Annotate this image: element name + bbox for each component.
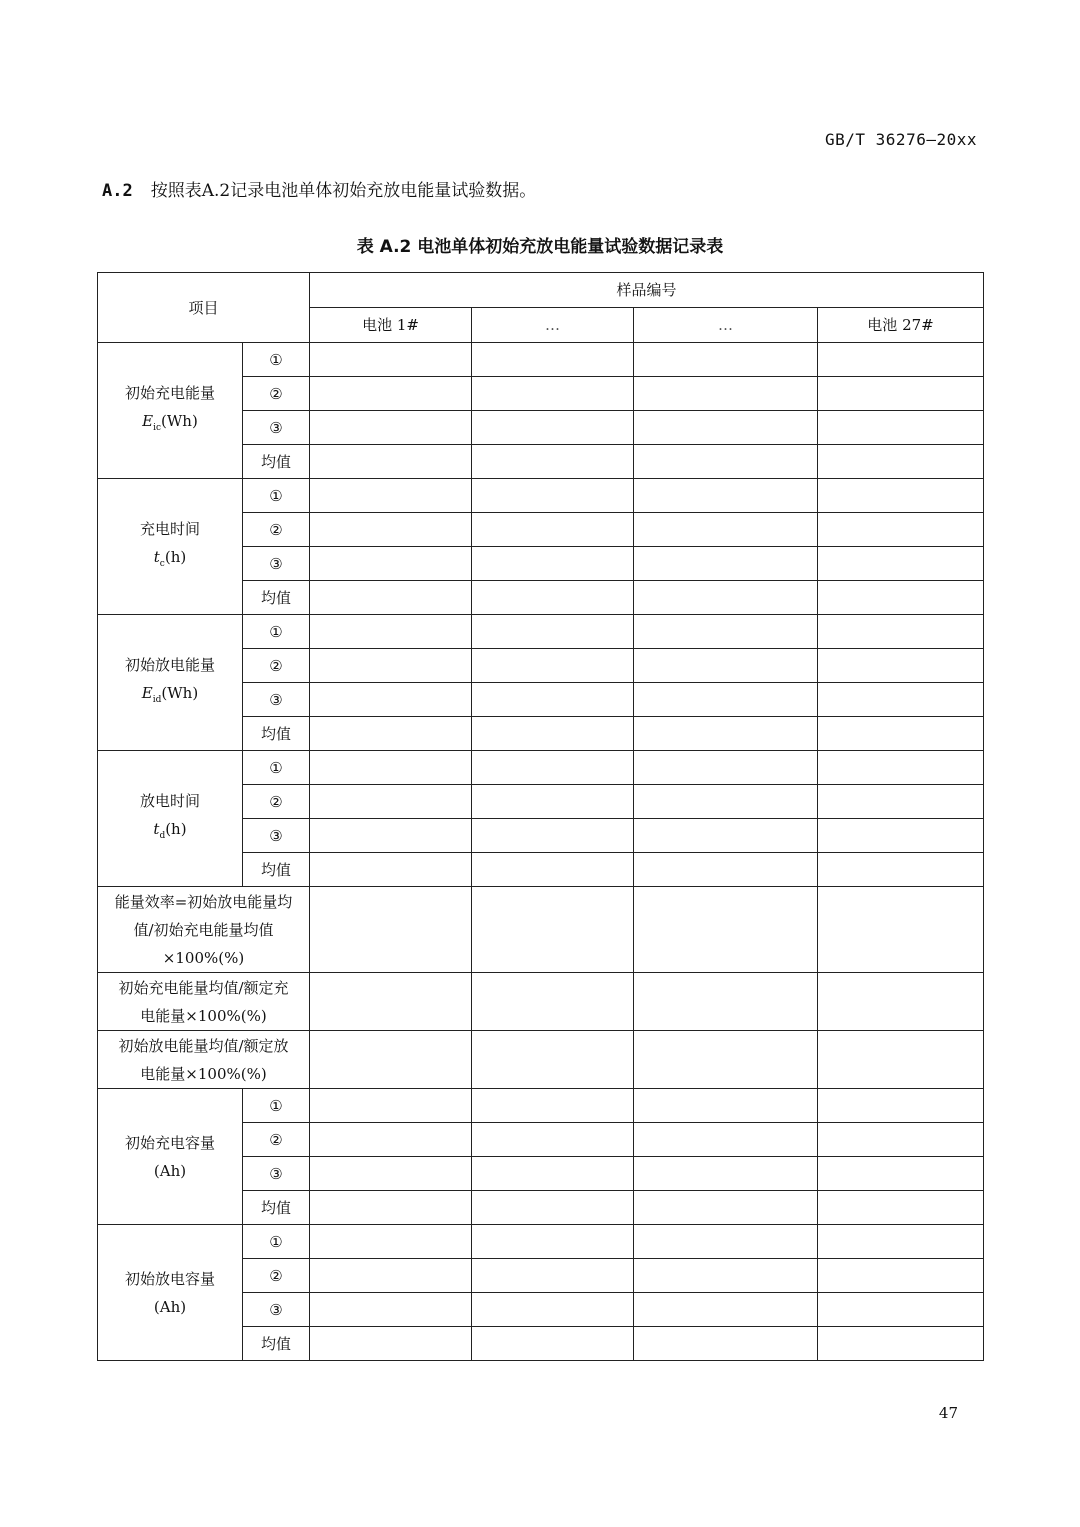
item-header: 项目 xyxy=(98,273,310,343)
trial-label: ③ xyxy=(243,547,310,581)
data-cell[interactable] xyxy=(310,615,472,649)
data-cell[interactable] xyxy=(818,717,984,751)
data-cell[interactable] xyxy=(634,1293,818,1327)
data-cell[interactable] xyxy=(472,377,634,411)
data-cell[interactable] xyxy=(634,479,818,513)
data-cell[interactable] xyxy=(472,751,634,785)
trial-label: ② xyxy=(243,1123,310,1157)
data-cell[interactable] xyxy=(634,615,818,649)
data-cell[interactable] xyxy=(634,683,818,717)
group-title: 初始放电容量 xyxy=(124,1269,215,1288)
group-unit: (Ah) xyxy=(153,1161,187,1180)
data-cell[interactable] xyxy=(634,649,818,683)
data-cell[interactable] xyxy=(472,1293,634,1327)
data-cell[interactable] xyxy=(818,1157,984,1191)
efficiency-label: 能量效率=初始放电能量均 值/初始充电能量均值 ×100%(%) xyxy=(98,887,310,973)
data-cell[interactable] xyxy=(818,819,984,853)
data-cell[interactable] xyxy=(310,785,472,819)
data-cell[interactable] xyxy=(634,1157,818,1191)
data-cell[interactable] xyxy=(310,513,472,547)
data-cell[interactable] xyxy=(472,547,634,581)
data-cell[interactable] xyxy=(310,1031,472,1089)
data-cell[interactable] xyxy=(818,683,984,717)
trial-label: ③ xyxy=(243,411,310,445)
data-cell[interactable] xyxy=(634,717,818,751)
data-cell[interactable] xyxy=(634,1327,818,1361)
trial-label: ② xyxy=(243,377,310,411)
page-number: 47 xyxy=(938,1404,958,1422)
data-cell[interactable] xyxy=(472,1123,634,1157)
standard-code: GB/T 36276—20xx xyxy=(825,130,977,149)
data-cell[interactable] xyxy=(634,819,818,853)
column-header: … xyxy=(472,308,634,343)
group-unit: $E_{ic}(Wh)$ xyxy=(142,412,198,433)
data-cell[interactable] xyxy=(472,683,634,717)
data-cell[interactable] xyxy=(818,343,984,377)
data-cell[interactable] xyxy=(310,1157,472,1191)
trial-label: ① xyxy=(243,615,310,649)
data-cell[interactable] xyxy=(472,1327,634,1361)
group-title: 放电时间 xyxy=(139,792,200,810)
data-cell[interactable] xyxy=(310,717,472,751)
group-label xyxy=(98,1089,243,1225)
group-title: 初始充电能量 xyxy=(124,384,215,402)
data-cell[interactable] xyxy=(310,479,472,513)
data-cell[interactable] xyxy=(472,1089,634,1123)
data-cell[interactable] xyxy=(818,513,984,547)
group-unit: (Ah) xyxy=(153,1297,187,1316)
data-cell[interactable] xyxy=(818,1327,984,1361)
data-cell[interactable] xyxy=(634,581,818,615)
trial-label: ③ xyxy=(243,1157,310,1191)
data-cell[interactable] xyxy=(310,1259,472,1293)
group-label xyxy=(98,479,243,615)
data-cell[interactable] xyxy=(472,1191,634,1225)
trial-label: ② xyxy=(243,649,310,683)
data-cell[interactable] xyxy=(634,751,818,785)
data-cell[interactable] xyxy=(634,377,818,411)
discharge-ratio-label: 初始放电能量均值/额定放 电能量×100%(%) xyxy=(98,1031,310,1089)
data-cell[interactable] xyxy=(472,887,634,973)
group-title: 充电时间 xyxy=(139,520,200,538)
data-cell[interactable] xyxy=(634,785,818,819)
data-cell[interactable] xyxy=(472,717,634,751)
data-cell[interactable] xyxy=(310,1293,472,1327)
data-cell[interactable] xyxy=(634,1031,818,1089)
data-cell[interactable] xyxy=(310,973,472,1031)
data-cell[interactable] xyxy=(818,751,984,785)
trial-label: ① xyxy=(243,751,310,785)
data-cell[interactable] xyxy=(310,887,472,973)
trial-label: 均值 xyxy=(243,1191,310,1225)
data-cell[interactable] xyxy=(634,445,818,479)
data-cell[interactable] xyxy=(472,973,634,1031)
data-cell[interactable] xyxy=(818,649,984,683)
group-title: 初始充电容量 xyxy=(124,1133,215,1152)
group-label xyxy=(98,615,243,751)
data-cell[interactable] xyxy=(634,513,818,547)
data-cell[interactable] xyxy=(818,1123,984,1157)
data-cell[interactable] xyxy=(634,1123,818,1157)
data-cell[interactable] xyxy=(310,343,472,377)
data-cell[interactable] xyxy=(310,751,472,785)
column-header: … xyxy=(634,308,818,343)
trial-label: ② xyxy=(243,1259,310,1293)
data-cell[interactable] xyxy=(818,1089,984,1123)
trial-label: 均值 xyxy=(243,1327,310,1361)
column-header: 电池 27# xyxy=(818,308,984,343)
data-cell[interactable] xyxy=(818,1293,984,1327)
group-unit: $E_{id}(Wh)$ xyxy=(141,684,199,705)
data-cell[interactable] xyxy=(472,819,634,853)
trial-label: ① xyxy=(243,1225,310,1259)
data-cell[interactable] xyxy=(310,1191,472,1225)
data-cell[interactable] xyxy=(472,479,634,513)
data-cell[interactable] xyxy=(472,445,634,479)
data-cell[interactable] xyxy=(818,411,984,445)
data-cell[interactable] xyxy=(472,1031,634,1089)
data-cell[interactable] xyxy=(634,973,818,1031)
group-label xyxy=(98,751,243,887)
group-label xyxy=(98,1225,243,1361)
data-cell[interactable] xyxy=(818,1225,984,1259)
data-cell[interactable] xyxy=(634,547,818,581)
trial-label: 均值 xyxy=(243,717,310,751)
data-cell[interactable] xyxy=(634,1259,818,1293)
data-cell[interactable] xyxy=(310,1225,472,1259)
data-cell[interactable] xyxy=(310,377,472,411)
trial-label: ② xyxy=(243,513,310,547)
data-cell[interactable] xyxy=(310,581,472,615)
data-cell[interactable] xyxy=(818,615,984,649)
data-cell[interactable] xyxy=(818,973,984,1031)
sample-header: 样品编号 xyxy=(310,273,984,308)
data-cell[interactable] xyxy=(818,547,984,581)
data-cell[interactable] xyxy=(472,581,634,615)
table-caption: 表 A.2 电池单体初始充放电能量试验数据记录表 xyxy=(356,237,724,257)
trial-label: ③ xyxy=(243,819,310,853)
data-cell[interactable] xyxy=(310,853,472,887)
group-unit: $t_d(h)$ xyxy=(153,820,187,841)
data-cell[interactable] xyxy=(472,853,634,887)
trial-label: ① xyxy=(243,479,310,513)
trial-label: ② xyxy=(243,785,310,819)
data-cell[interactable] xyxy=(472,649,634,683)
data-cell[interactable] xyxy=(818,1259,984,1293)
data-cell[interactable] xyxy=(472,1259,634,1293)
data-cell[interactable] xyxy=(634,343,818,377)
data-cell[interactable] xyxy=(310,1123,472,1157)
data-cell[interactable] xyxy=(310,445,472,479)
record-table xyxy=(97,272,984,1361)
data-cell[interactable] xyxy=(310,683,472,717)
data-cell[interactable] xyxy=(310,649,472,683)
data-cell[interactable] xyxy=(310,1327,472,1361)
data-cell[interactable] xyxy=(472,343,634,377)
data-cell[interactable] xyxy=(818,853,984,887)
data-cell[interactable] xyxy=(818,445,984,479)
data-cell[interactable] xyxy=(818,887,984,973)
data-cell[interactable] xyxy=(818,1191,984,1225)
data-cell[interactable] xyxy=(818,1031,984,1089)
data-cell[interactable] xyxy=(634,1089,818,1123)
data-cell[interactable] xyxy=(818,581,984,615)
clause-number: A.2 xyxy=(102,181,133,201)
data-cell[interactable] xyxy=(310,819,472,853)
data-cell[interactable] xyxy=(310,411,472,445)
group-title: 初始放电能量 xyxy=(124,656,215,674)
data-cell[interactable] xyxy=(818,785,984,819)
data-cell[interactable] xyxy=(472,513,634,547)
trial-label: 均值 xyxy=(243,445,310,479)
trial-label: ① xyxy=(243,1089,310,1123)
data-cell[interactable] xyxy=(818,377,984,411)
data-cell[interactable] xyxy=(310,1089,472,1123)
data-cell[interactable] xyxy=(634,1225,818,1259)
data-cell[interactable] xyxy=(472,1225,634,1259)
charge-ratio-label: 初始充电能量均值/额定充 电能量×100%(%) xyxy=(98,973,310,1031)
data-cell[interactable] xyxy=(634,411,818,445)
data-cell[interactable] xyxy=(472,411,634,445)
trial-label: ③ xyxy=(243,683,310,717)
group-unit: $t_c(h)$ xyxy=(153,548,187,569)
group-label xyxy=(98,343,243,479)
trial-label: 均值 xyxy=(243,581,310,615)
data-cell[interactable] xyxy=(818,479,984,513)
data-cell[interactable] xyxy=(634,853,818,887)
trial-label: ① xyxy=(243,343,310,377)
data-cell[interactable] xyxy=(472,615,634,649)
clause-text xyxy=(102,176,536,201)
data-cell[interactable] xyxy=(310,547,472,581)
trial-label: ③ xyxy=(243,1293,310,1327)
data-cell[interactable] xyxy=(634,887,818,973)
data-cell[interactable] xyxy=(472,785,634,819)
data-cell[interactable] xyxy=(634,1191,818,1225)
data-cell[interactable] xyxy=(472,1157,634,1191)
column-header: 电池 1# xyxy=(310,308,472,343)
trial-label: 均值 xyxy=(243,853,310,887)
clause-body: 按照表A.2记录电池单体初始充放电能量试验数据。 xyxy=(150,181,537,201)
